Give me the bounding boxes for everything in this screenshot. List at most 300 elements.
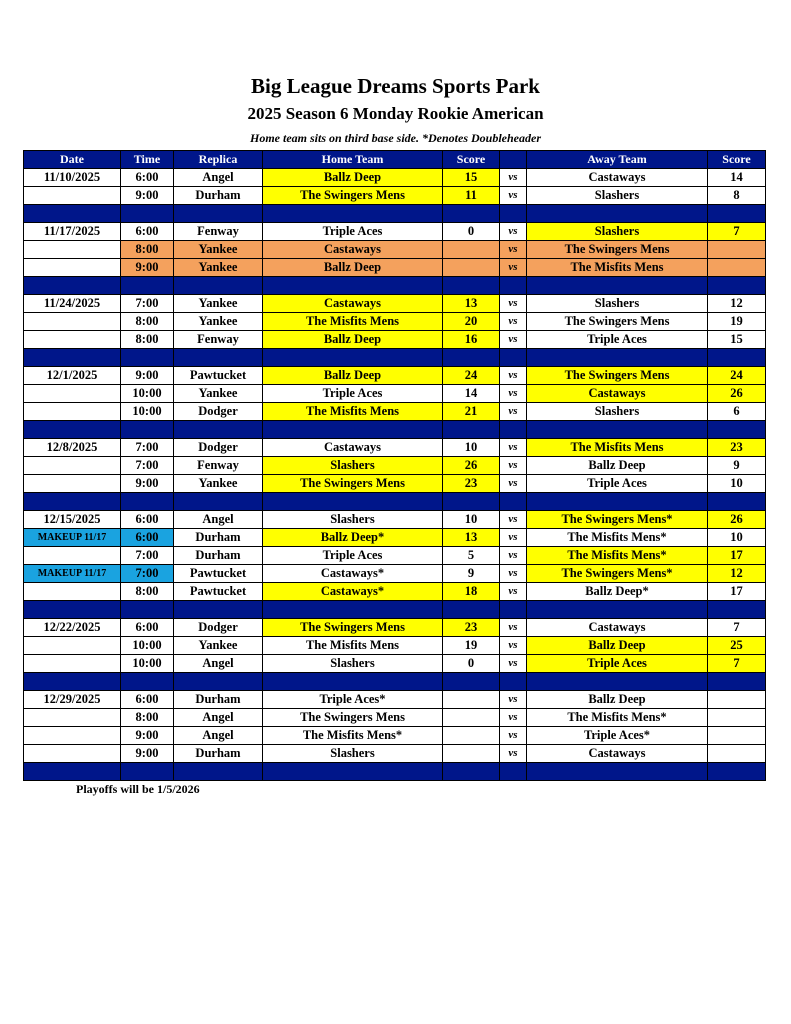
vs-cell: vs — [500, 385, 527, 403]
away-score-cell — [708, 745, 766, 763]
vs-cell: vs — [500, 241, 527, 259]
separator-cell — [443, 601, 500, 619]
away-team-cell: Slashers — [527, 187, 708, 205]
table-row — [24, 367, 766, 385]
time-cell: 9:00 — [121, 367, 174, 385]
home-score-cell — [443, 259, 500, 277]
home-team-cell: Ballz Deep — [263, 259, 443, 277]
away-score-cell: 26 — [708, 511, 766, 529]
vs-cell: vs — [500, 709, 527, 727]
separator-cell — [443, 673, 500, 691]
separator-cell — [443, 763, 500, 781]
replica-cell: Angel — [174, 709, 263, 727]
vs-cell: vs — [500, 637, 527, 655]
col-header-home-team: Home Team — [263, 151, 443, 169]
date-cell — [24, 259, 121, 277]
table-row — [24, 223, 766, 241]
playoffs-note: Playoffs will be 1/5/2026 — [76, 782, 200, 796]
away-score-cell: 19 — [708, 313, 766, 331]
col-header-vs — [500, 151, 527, 169]
away-team-cell: The Swingers Mens* — [527, 511, 708, 529]
separator-cell — [500, 493, 527, 511]
week-separator-row — [24, 673, 766, 691]
separator-cell — [174, 205, 263, 223]
table-row — [24, 691, 766, 709]
home-score-cell — [443, 691, 500, 709]
replica-cell: Durham — [174, 691, 263, 709]
separator-cell — [121, 277, 174, 295]
separator-cell — [121, 421, 174, 439]
week-separator-row — [24, 493, 766, 511]
away-score-cell: 15 — [708, 331, 766, 349]
vs-cell: vs — [500, 529, 527, 547]
date-cell — [24, 187, 121, 205]
away-score-cell: 6 — [708, 403, 766, 421]
away-team-cell: Triple Aces — [527, 475, 708, 493]
separator-cell — [263, 205, 443, 223]
separator-cell — [527, 349, 708, 367]
separator-cell — [708, 493, 766, 511]
replica-cell: Fenway — [174, 331, 263, 349]
replica-cell: Yankee — [174, 295, 263, 313]
home-score-cell: 21 — [443, 403, 500, 421]
separator-cell — [263, 349, 443, 367]
separator-cell — [443, 277, 500, 295]
table-header-row — [24, 151, 766, 169]
away-team-cell: Triple Aces* — [527, 727, 708, 745]
away-score-cell — [708, 727, 766, 745]
time-cell: 8:00 — [121, 313, 174, 331]
home-team-cell: Ballz Deep* — [263, 529, 443, 547]
separator-cell — [121, 673, 174, 691]
away-team-cell: The Swingers Mens — [527, 367, 708, 385]
home-team-cell: The Swingers Mens — [263, 619, 443, 637]
week-separator-row — [24, 349, 766, 367]
separator-cell — [121, 493, 174, 511]
away-score-cell: 17 — [708, 583, 766, 601]
table-row — [24, 619, 766, 637]
home-team-cell: Castaways — [263, 241, 443, 259]
home-score-cell: 20 — [443, 313, 500, 331]
away-score-cell: 8 — [708, 187, 766, 205]
date-cell: 12/29/2025 — [24, 691, 121, 709]
date-cell: 11/17/2025 — [24, 223, 121, 241]
separator-cell — [500, 601, 527, 619]
time-cell: 7:00 — [121, 439, 174, 457]
home-score-cell: 11 — [443, 187, 500, 205]
home-score-cell: 23 — [443, 475, 500, 493]
home-score-cell — [443, 727, 500, 745]
away-score-cell: 9 — [708, 457, 766, 475]
time-cell: 7:00 — [121, 547, 174, 565]
away-team-cell: Triple Aces — [527, 655, 708, 673]
date-cell: 11/10/2025 — [24, 169, 121, 187]
away-team-cell: The Misfits Mens — [527, 259, 708, 277]
away-score-cell: 10 — [708, 529, 766, 547]
time-cell: 7:00 — [121, 295, 174, 313]
time-cell: 10:00 — [121, 385, 174, 403]
home-team-cell: Slashers — [263, 511, 443, 529]
page-title: Big League Dreams Sports Park — [251, 74, 540, 98]
away-team-cell: Slashers — [527, 403, 708, 421]
time-cell: 7:00 — [121, 565, 174, 583]
time-cell: 8:00 — [121, 709, 174, 727]
separator-cell — [708, 277, 766, 295]
replica-cell: Fenway — [174, 457, 263, 475]
date-cell — [24, 547, 121, 565]
home-team-cell: The Misfits Mens — [263, 637, 443, 655]
date-cell: 12/8/2025 — [24, 439, 121, 457]
schedule-table — [23, 150, 766, 781]
separator-cell — [24, 277, 121, 295]
separator-cell — [24, 205, 121, 223]
vs-cell: vs — [500, 313, 527, 331]
separator-cell — [527, 673, 708, 691]
vs-cell: vs — [500, 691, 527, 709]
home-team-cell: Ballz Deep — [263, 331, 443, 349]
date-cell — [24, 475, 121, 493]
separator-cell — [174, 421, 263, 439]
time-cell: 6:00 — [121, 529, 174, 547]
date-cell — [24, 241, 121, 259]
away-team-cell: Triple Aces — [527, 331, 708, 349]
time-cell: 6:00 — [121, 223, 174, 241]
separator-cell — [500, 277, 527, 295]
table-row — [24, 547, 766, 565]
week-separator-row — [24, 421, 766, 439]
separator-cell — [500, 349, 527, 367]
away-team-cell: Castaways — [527, 385, 708, 403]
home-score-cell: 10 — [443, 511, 500, 529]
vs-cell: vs — [500, 169, 527, 187]
separator-cell — [24, 601, 121, 619]
separator-cell — [527, 763, 708, 781]
away-team-cell: Ballz Deep — [527, 691, 708, 709]
separator-cell — [263, 421, 443, 439]
separator-cell — [24, 349, 121, 367]
separator-cell — [527, 493, 708, 511]
table-row — [24, 637, 766, 655]
away-score-cell — [708, 709, 766, 727]
home-team-cell: The Misfits Mens — [263, 313, 443, 331]
time-cell: 9:00 — [121, 475, 174, 493]
date-cell: MAKEUP 11/17 — [24, 565, 121, 583]
time-cell: 8:00 — [121, 583, 174, 601]
col-header-date: Date — [24, 151, 121, 169]
table-row — [24, 187, 766, 205]
away-team-cell: Castaways — [527, 169, 708, 187]
separator-cell — [527, 205, 708, 223]
date-cell: 11/24/2025 — [24, 295, 121, 313]
away-score-cell: 7 — [708, 223, 766, 241]
replica-cell: Pawtucket — [174, 565, 263, 583]
away-score-cell — [708, 691, 766, 709]
separator-cell — [174, 277, 263, 295]
schedule-note: Home team sits on third base side. *Denotes Doubleheader — [250, 131, 541, 145]
table-row — [24, 295, 766, 313]
separator-cell — [263, 673, 443, 691]
separator-cell — [263, 601, 443, 619]
replica-cell: Angel — [174, 655, 263, 673]
week-separator-row — [24, 601, 766, 619]
away-team-cell: Ballz Deep* — [527, 583, 708, 601]
home-score-cell: 23 — [443, 619, 500, 637]
away-team-cell: The Misfits Mens* — [527, 547, 708, 565]
vs-cell: vs — [500, 655, 527, 673]
home-team-cell: Ballz Deep — [263, 169, 443, 187]
date-cell — [24, 385, 121, 403]
table-row — [24, 745, 766, 763]
away-score-cell: 23 — [708, 439, 766, 457]
replica-cell: Pawtucket — [174, 367, 263, 385]
home-team-cell: Castaways — [263, 295, 443, 313]
table-row — [24, 727, 766, 745]
replica-cell: Yankee — [174, 241, 263, 259]
separator-cell — [443, 493, 500, 511]
home-team-cell: Castaways* — [263, 583, 443, 601]
home-team-cell: Castaways* — [263, 565, 443, 583]
time-cell: 9:00 — [121, 259, 174, 277]
away-score-cell — [708, 259, 766, 277]
vs-cell: vs — [500, 547, 527, 565]
date-cell — [24, 583, 121, 601]
replica-cell: Yankee — [174, 637, 263, 655]
home-score-cell: 26 — [443, 457, 500, 475]
home-score-cell: 16 — [443, 331, 500, 349]
home-score-cell: 14 — [443, 385, 500, 403]
vs-cell: vs — [500, 187, 527, 205]
time-cell: 10:00 — [121, 637, 174, 655]
away-team-cell: Castaways — [527, 619, 708, 637]
home-score-cell — [443, 241, 500, 259]
separator-cell — [121, 205, 174, 223]
home-score-cell: 9 — [443, 565, 500, 583]
away-score-cell: 14 — [708, 169, 766, 187]
away-score-cell: 7 — [708, 619, 766, 637]
table-row — [24, 511, 766, 529]
separator-cell — [263, 763, 443, 781]
replica-cell: Yankee — [174, 259, 263, 277]
separator-cell — [24, 673, 121, 691]
away-score-cell: 24 — [708, 367, 766, 385]
separator-cell — [500, 673, 527, 691]
home-score-cell: 13 — [443, 529, 500, 547]
away-score-cell: 12 — [708, 565, 766, 583]
time-cell: 6:00 — [121, 169, 174, 187]
vs-cell: vs — [500, 331, 527, 349]
away-score-cell — [708, 241, 766, 259]
away-team-cell: Ballz Deep — [527, 637, 708, 655]
table-row — [24, 385, 766, 403]
separator-cell — [527, 421, 708, 439]
table-row — [24, 529, 766, 547]
separator-cell — [708, 421, 766, 439]
table-row — [24, 169, 766, 187]
time-cell: 7:00 — [121, 457, 174, 475]
separator-cell — [121, 601, 174, 619]
date-cell — [24, 637, 121, 655]
table-row — [24, 403, 766, 421]
table-row — [24, 241, 766, 259]
replica-cell: Yankee — [174, 475, 263, 493]
home-score-cell: 15 — [443, 169, 500, 187]
home-score-cell — [443, 709, 500, 727]
separator-cell — [174, 349, 263, 367]
away-team-cell: Castaways — [527, 745, 708, 763]
home-team-cell: Ballz Deep — [263, 367, 443, 385]
home-team-cell: Castaways — [263, 439, 443, 457]
table-row — [24, 565, 766, 583]
vs-cell: vs — [500, 295, 527, 313]
away-score-cell: 26 — [708, 385, 766, 403]
vs-cell: vs — [500, 367, 527, 385]
vs-cell: vs — [500, 223, 527, 241]
separator-cell — [527, 277, 708, 295]
home-score-cell — [443, 745, 500, 763]
separator-cell — [708, 673, 766, 691]
replica-cell: Pawtucket — [174, 583, 263, 601]
away-team-cell: Slashers — [527, 223, 708, 241]
date-cell — [24, 727, 121, 745]
away-team-cell: The Swingers Mens* — [527, 565, 708, 583]
replica-cell: Durham — [174, 187, 263, 205]
away-score-cell: 25 — [708, 637, 766, 655]
week-separator-row — [24, 763, 766, 781]
time-cell: 9:00 — [121, 745, 174, 763]
separator-cell — [263, 493, 443, 511]
vs-cell: vs — [500, 457, 527, 475]
week-separator-row — [24, 277, 766, 295]
away-team-cell: Slashers — [527, 295, 708, 313]
home-score-cell: 24 — [443, 367, 500, 385]
vs-cell: vs — [500, 565, 527, 583]
col-header-replica: Replica — [174, 151, 263, 169]
home-score-cell: 10 — [443, 439, 500, 457]
vs-cell: vs — [500, 439, 527, 457]
vs-cell: vs — [500, 727, 527, 745]
home-score-cell: 0 — [443, 223, 500, 241]
time-cell: 6:00 — [121, 619, 174, 637]
col-header-home-score: Score — [443, 151, 500, 169]
home-team-cell: The Swingers Mens — [263, 709, 443, 727]
separator-cell — [263, 277, 443, 295]
vs-cell: vs — [500, 259, 527, 277]
away-team-cell: The Swingers Mens — [527, 313, 708, 331]
date-cell — [24, 709, 121, 727]
date-cell — [24, 403, 121, 421]
home-team-cell: The Misfits Mens* — [263, 727, 443, 745]
replica-cell: Durham — [174, 529, 263, 547]
separator-cell — [121, 349, 174, 367]
separator-cell — [24, 421, 121, 439]
separator-cell — [24, 763, 121, 781]
separator-cell — [527, 601, 708, 619]
date-cell — [24, 457, 121, 475]
table-row — [24, 655, 766, 673]
table-row — [24, 331, 766, 349]
away-score-cell: 12 — [708, 295, 766, 313]
separator-cell — [500, 763, 527, 781]
away-team-cell: Ballz Deep — [527, 457, 708, 475]
date-cell — [24, 313, 121, 331]
replica-cell: Dodger — [174, 619, 263, 637]
date-cell — [24, 331, 121, 349]
away-team-cell: The Swingers Mens — [527, 241, 708, 259]
vs-cell: vs — [500, 403, 527, 421]
home-score-cell: 0 — [443, 655, 500, 673]
replica-cell: Durham — [174, 745, 263, 763]
replica-cell: Angel — [174, 511, 263, 529]
vs-cell: vs — [500, 511, 527, 529]
vs-cell: vs — [500, 619, 527, 637]
date-cell: 12/1/2025 — [24, 367, 121, 385]
schedule-body — [24, 169, 766, 781]
home-team-cell: Triple Aces — [263, 385, 443, 403]
vs-cell: vs — [500, 583, 527, 601]
home-score-cell: 18 — [443, 583, 500, 601]
table-row — [24, 313, 766, 331]
separator-cell — [174, 763, 263, 781]
separator-cell — [174, 493, 263, 511]
time-cell: 9:00 — [121, 187, 174, 205]
table-row — [24, 457, 766, 475]
replica-cell: Yankee — [174, 313, 263, 331]
separator-cell — [174, 673, 263, 691]
table-row — [24, 439, 766, 457]
time-cell: 8:00 — [121, 331, 174, 349]
time-cell: 10:00 — [121, 655, 174, 673]
home-score-cell: 13 — [443, 295, 500, 313]
col-header-time: Time — [121, 151, 174, 169]
home-team-cell: Slashers — [263, 745, 443, 763]
home-team-cell: Slashers — [263, 457, 443, 475]
home-team-cell: The Swingers Mens — [263, 475, 443, 493]
away-score-cell: 17 — [708, 547, 766, 565]
replica-cell: Angel — [174, 727, 263, 745]
separator-cell — [708, 205, 766, 223]
col-header-away-score: Score — [708, 151, 766, 169]
vs-cell: vs — [500, 475, 527, 493]
time-cell: 6:00 — [121, 511, 174, 529]
separator-cell — [500, 421, 527, 439]
separator-cell — [443, 349, 500, 367]
away-score-cell: 10 — [708, 475, 766, 493]
date-cell: 12/22/2025 — [24, 619, 121, 637]
away-team-cell: The Misfits Mens — [527, 439, 708, 457]
time-cell: 8:00 — [121, 241, 174, 259]
replica-cell: Dodger — [174, 439, 263, 457]
time-cell: 10:00 — [121, 403, 174, 421]
home-team-cell: The Misfits Mens — [263, 403, 443, 421]
away-team-cell: The Misfits Mens* — [527, 709, 708, 727]
separator-cell — [708, 601, 766, 619]
table-row — [24, 709, 766, 727]
home-score-cell: 19 — [443, 637, 500, 655]
col-header-away-team: Away Team — [527, 151, 708, 169]
separator-cell — [443, 421, 500, 439]
separator-cell — [500, 205, 527, 223]
away-score-cell: 7 — [708, 655, 766, 673]
home-team-cell: Triple Aces — [263, 223, 443, 241]
vs-cell: vs — [500, 745, 527, 763]
replica-cell: Dodger — [174, 403, 263, 421]
date-cell — [24, 745, 121, 763]
home-team-cell: The Swingers Mens — [263, 187, 443, 205]
home-team-cell: Triple Aces — [263, 547, 443, 565]
away-team-cell: The Misfits Mens* — [527, 529, 708, 547]
replica-cell: Fenway — [174, 223, 263, 241]
replica-cell: Yankee — [174, 385, 263, 403]
